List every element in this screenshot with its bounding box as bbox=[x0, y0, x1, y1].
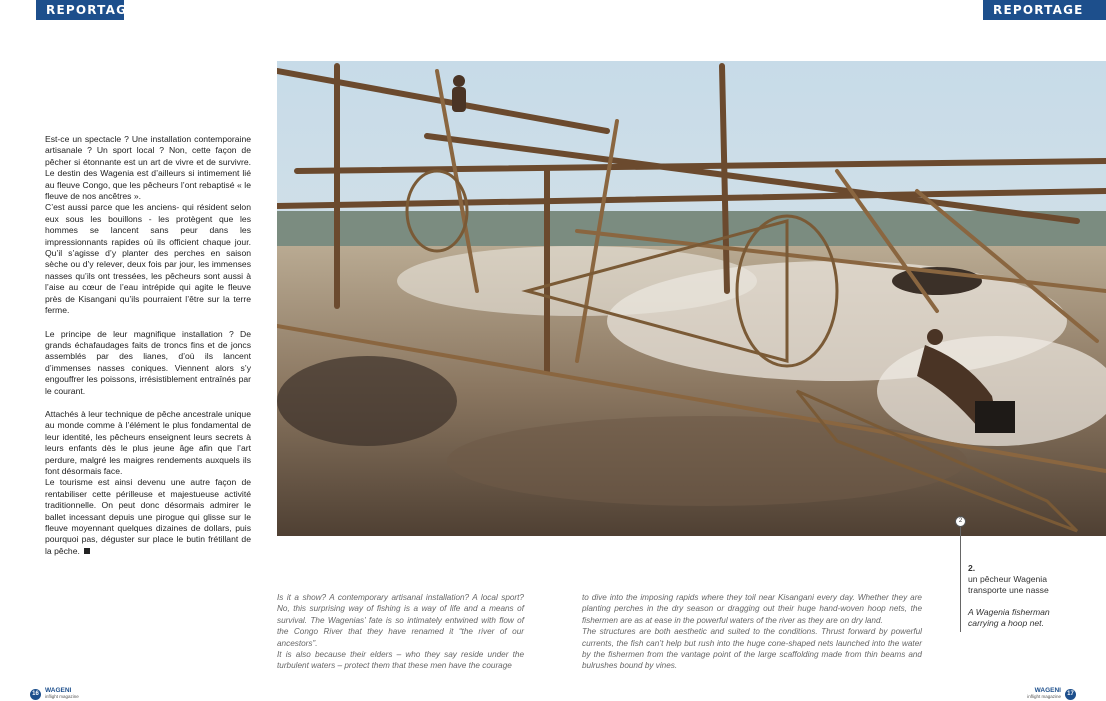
french-paragraph-4: Attachés à leur technique de pêche ancestrale unique au monde comme à l’élément le plus fondamental de leur identité, les pêcheurs enseignent leurs secrets à leurs enfants dès le plus jeune âge afin que l’art perdure, malgré les maigres rendements auxquels ils font désormais face. bbox=[45, 408, 251, 476]
page-number-left: 16 bbox=[30, 689, 41, 700]
english-paragraph-4: The structures are both aesthetic and suited to the conditions. Thrust forward by powerful currents, the fish can’t help but rush into the huge cone-shaped nets launched into the water by the fishermen from the vantage point of the large scaffolding made from thin beams and bulrushes bound by vines. bbox=[582, 627, 922, 671]
photo-marker-badge: 2 bbox=[955, 516, 966, 527]
section-tag-left: REPORTAGE bbox=[36, 0, 124, 20]
french-paragraph-5: Le tourisme est ainsi devenu une autre façon de rentabiliser cette périlleuse et majestueuse activité traditionnelle. On peut donc désormais admirer le ballet incessant depuis une pirogue qui glisse sur le fleuve moyennant quelques dizaines de dollars, puis pourquoi pas, déguster sur place le butin frétillant de la pêche. bbox=[45, 477, 251, 556]
photo-caption bbox=[968, 563, 1078, 629]
french-paragraph-2: C’est aussi parce que les anciens- qui résident selon eux sous les bouillons - les protègent que les hommes se lancent sans peur dans les impressionnants rapides où ils officient chaque jour. Qu’il s’agisse d’y planter des perches en saison sèche ou d’y relever, deux fois par jour, les immenses nasses qu’ils ont tressées, les pêcheurs sont aussi à l’aise au cœur de l’eau intrépide qui agite le fleuve près de Kisangani qu’ils pourraient l’être sur la terre ferme. bbox=[45, 202, 251, 316]
caption-number: 2. bbox=[968, 563, 976, 573]
page-number-right: 17 bbox=[1065, 689, 1076, 700]
english-paragraph-1: Is it a show? A contemporary artisanal installation? A local sport? No, this surprising way of fishing is a way of life and a means of survival. The Wagenias’ fate is so intimately entwined with flow of the Congo River that they have renamed it “the river of our ancestors”. bbox=[277, 593, 524, 648]
english-paragraph-2: It is also because their elders – who they say reside under the turbulent waters – protect them that these men have the courage bbox=[277, 650, 524, 671]
english-paragraph-3: to dive into the imposing rapids where they toil near Kisangani every day. Whether they are planting perches in the dry season or dragging out their huge hand-woven hoop nets, the fishermen are as at ease in the powerful waters of the river as they are on dry land. bbox=[582, 593, 922, 625]
french-paragraph-3: Le principe de leur magnifique installation ? De grands échafaudages faits de troncs fins et de joncs assemblés par des lianes, d’où ils lancent d’immenses nasses coniques. Viennent alors s’y engouffrer les poissons, irrésistiblement entraînés par le courant. bbox=[45, 328, 251, 396]
french-article bbox=[45, 134, 251, 557]
english-column-2 bbox=[582, 592, 922, 672]
english-column-1 bbox=[277, 592, 524, 672]
section-tag-right: REPORTAGE bbox=[983, 0, 1106, 20]
wagenia-scaffold-illustration bbox=[277, 61, 1106, 536]
caption-english: A Wagenia fisherman carrying a hoop net. bbox=[968, 606, 1050, 628]
fishing-photo bbox=[277, 61, 1106, 536]
brand-logo-right: WAGENI inflight magazine bbox=[1027, 687, 1061, 699]
french-paragraph-1: Est-ce un spectacle ? Une installation contemporaine artisanale ? Un sport local ? Non, cette façon de pêcher si étonnante est un art de vivre et de survivre. Le destin des Wagenia est d’ailleurs si intimement lié au fleuve Congo, que les pêcheurs l’ont rebaptisé « le fleuve de nos ancêtres ». bbox=[45, 134, 251, 202]
end-square-icon bbox=[84, 548, 90, 554]
caption-leader-line bbox=[960, 527, 961, 632]
caption-french: un pêcheur Wagenia transporte une nasse bbox=[968, 574, 1049, 596]
brand-logo-left: WAGENI inflight magazine bbox=[45, 687, 79, 699]
folio-right bbox=[1027, 688, 1076, 700]
folio-left bbox=[30, 688, 79, 700]
